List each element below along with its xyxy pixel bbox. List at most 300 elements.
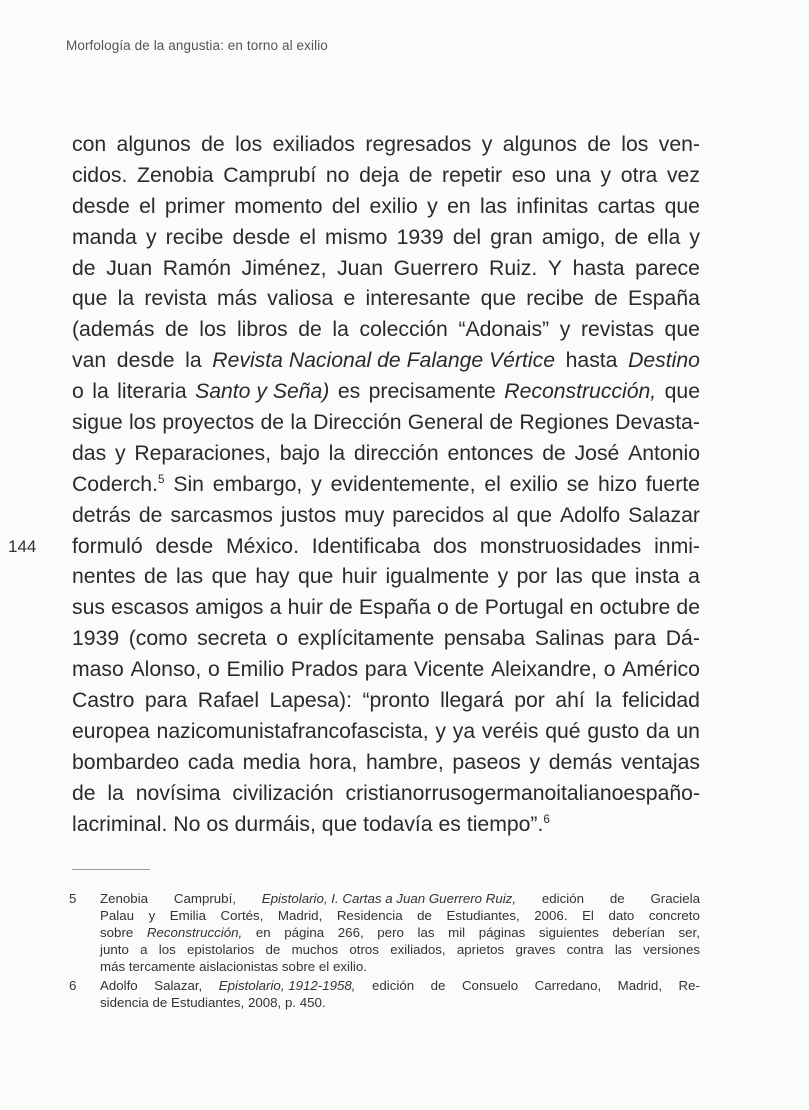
text-line	[72, 408, 700, 439]
word: del	[331, 194, 361, 218]
word: tercamente	[128, 959, 196, 974]
word: que	[72, 287, 108, 311]
word: y	[114, 441, 126, 465]
word: la	[332, 318, 349, 342]
word: nazicomunistafrancofascista,	[156, 719, 429, 743]
word: de	[430, 978, 446, 993]
word: cristianorrusogermanoitalianoespaño-	[345, 781, 700, 805]
word: mil	[448, 925, 466, 940]
word: General	[407, 411, 484, 435]
word: la	[328, 441, 346, 465]
word: algunos	[502, 133, 577, 156]
word: van	[72, 349, 107, 373]
word: 1939	[396, 225, 444, 249]
word: más	[217, 287, 258, 311]
word: con	[72, 133, 107, 156]
word: ya	[452, 719, 476, 743]
word: Portugal	[484, 596, 564, 620]
word: de	[260, 411, 285, 435]
word: Estudiantes,	[446, 908, 520, 923]
word: primer	[164, 194, 225, 218]
word: 450.	[299, 995, 326, 1010]
word: los	[235, 133, 263, 156]
text-line	[72, 655, 700, 686]
word: Juan	[337, 256, 384, 280]
word: de	[72, 781, 96, 805]
word: de	[454, 596, 479, 620]
text-line	[72, 501, 700, 532]
text-line	[72, 717, 700, 748]
word: cada	[187, 750, 234, 774]
word: Camprubí	[223, 163, 317, 187]
word: Emilia	[169, 908, 206, 923]
word: dos	[432, 534, 468, 558]
footnote	[69, 890, 700, 975]
word: Rafael	[197, 689, 260, 713]
word: evidentemente,	[330, 472, 476, 496]
word: la	[107, 781, 124, 805]
word: parece	[635, 256, 700, 280]
word: de	[201, 133, 225, 156]
word: una	[555, 163, 591, 187]
word: media	[242, 750, 301, 774]
word: Estudiantes,	[171, 995, 245, 1010]
text-line	[72, 779, 700, 810]
text-line	[72, 161, 700, 192]
footnote-ref[interactable]: 5	[157, 472, 165, 486]
word: las	[479, 194, 508, 218]
word: exiliados,	[390, 942, 446, 957]
word: de	[265, 942, 281, 957]
word: recibe	[165, 225, 224, 249]
word: para	[613, 627, 657, 651]
word: o	[603, 658, 616, 682]
word: otra	[620, 163, 658, 187]
word: Jiménez,	[241, 256, 327, 280]
word: El	[582, 908, 594, 923]
word: las	[417, 925, 435, 940]
word: recibe	[526, 287, 584, 311]
word: monstruosidades	[479, 534, 642, 558]
word: Zenobia	[100, 891, 149, 906]
word: o	[72, 380, 84, 404]
word: el	[318, 959, 330, 974]
word: Prados	[290, 658, 359, 682]
word: la	[92, 380, 109, 404]
word: hora,	[308, 750, 358, 774]
word: (como	[128, 627, 188, 651]
word: de	[152, 995, 168, 1010]
word: edición	[372, 978, 415, 993]
word: del	[452, 225, 482, 249]
word: Epistolario, 1912-1958,	[218, 978, 356, 993]
word: aprietos	[456, 942, 505, 957]
word: (además	[72, 318, 155, 342]
footnote-rule	[72, 869, 150, 870]
text-line	[72, 562, 700, 593]
word: 266,	[337, 925, 364, 940]
footnote	[69, 977, 700, 1011]
text-line	[72, 130, 700, 161]
word: exilio	[509, 472, 558, 496]
word: da	[646, 719, 670, 743]
footnote-number: 5	[69, 891, 77, 906]
word: siguientes	[538, 925, 599, 940]
word: “Adonais”	[458, 318, 550, 342]
word: Adolfo	[560, 503, 621, 527]
word: y	[427, 194, 438, 218]
word: das	[72, 441, 107, 465]
word: José	[574, 441, 620, 465]
word: por	[514, 689, 545, 713]
word: los	[128, 411, 157, 435]
word: proyectos	[162, 411, 255, 435]
word: de	[614, 225, 639, 249]
word: infinitas	[516, 194, 589, 218]
word: todavía	[363, 812, 433, 836]
word: Epistolario, I. Cartas a Juan Guerrero Ruiz,	[261, 891, 517, 906]
word: concreto	[648, 908, 700, 923]
word: Reconstrucción,	[504, 380, 657, 404]
word: desde	[116, 349, 175, 373]
word: Aleixandre,	[490, 658, 597, 682]
word: mismo	[325, 225, 388, 249]
word: Regiones	[519, 411, 609, 435]
word: la	[595, 689, 612, 713]
word: las	[555, 565, 583, 589]
footnote-line	[100, 977, 700, 994]
word: que	[297, 565, 334, 589]
word: y	[689, 225, 700, 249]
word: México.	[225, 534, 299, 558]
word: Cortés,	[220, 908, 264, 923]
word: que	[664, 380, 700, 404]
word: veréis	[481, 719, 539, 743]
word: y	[497, 565, 509, 589]
word: Vicente	[413, 658, 485, 682]
text-line	[72, 686, 700, 717]
word: desde	[155, 534, 214, 558]
word: Y	[547, 256, 563, 280]
word: la	[290, 411, 307, 435]
word: llegará	[440, 689, 504, 713]
word: España	[358, 596, 431, 620]
word: Identificaba	[311, 534, 421, 558]
word: novísima	[135, 781, 221, 805]
footnote-line	[100, 924, 700, 941]
word: amigo,	[541, 225, 606, 249]
word: o	[207, 658, 220, 682]
word: Carredano,	[534, 978, 602, 993]
word: que	[591, 565, 627, 589]
text-line	[72, 377, 700, 408]
word: de	[489, 411, 514, 435]
footnote-number: 6	[69, 978, 77, 993]
word: sidencia	[100, 995, 149, 1010]
word: dirección	[353, 441, 439, 465]
word: deja	[359, 163, 400, 187]
footnote-line	[100, 958, 700, 975]
text-line	[72, 284, 700, 315]
text-line	[72, 470, 700, 501]
word: momento	[234, 194, 323, 218]
word: epistolarios	[187, 942, 255, 957]
word: las	[614, 942, 632, 957]
word: Emilio	[226, 658, 285, 682]
word: os	[206, 812, 229, 836]
word: Santo y Seña)	[195, 380, 330, 404]
word: e	[343, 287, 356, 311]
word: pensaba	[443, 627, 526, 651]
word: explícitamente	[297, 627, 435, 651]
word: pero	[377, 925, 404, 940]
word: deberían	[612, 925, 665, 940]
word: tiempo”.$^6$	[466, 812, 550, 836]
word: justos	[280, 503, 337, 527]
word: literaria	[117, 380, 187, 404]
word: ella	[647, 225, 681, 249]
word: Zenobia	[137, 163, 214, 187]
word: y	[481, 133, 493, 156]
word: insta	[634, 565, 680, 589]
word: huir	[287, 596, 323, 620]
word: Antonio	[628, 441, 700, 465]
word: y	[559, 318, 571, 342]
word: sarcasmos	[170, 503, 273, 527]
word: durmáis,	[234, 812, 316, 836]
word: de	[594, 287, 618, 311]
text-line	[72, 254, 700, 285]
word: sus	[72, 596, 105, 620]
word: contra	[566, 942, 604, 957]
word: a	[688, 565, 700, 589]
word: demás	[548, 750, 613, 774]
word: “pronto	[362, 689, 430, 713]
word: europea	[72, 719, 150, 743]
word: paseos	[452, 750, 521, 774]
word: de	[542, 441, 566, 465]
word: por	[516, 565, 548, 589]
word: entonces	[447, 441, 534, 465]
text-line	[72, 439, 700, 470]
word: sigue	[72, 411, 123, 435]
word: de	[676, 596, 700, 620]
word: secreta	[197, 627, 267, 651]
word: en	[569, 596, 594, 620]
word: Reparaciones,	[134, 441, 271, 465]
word: Juan	[106, 256, 153, 280]
word: desde	[232, 225, 291, 249]
word: Salinas	[534, 627, 605, 651]
word: cidos.	[72, 163, 128, 187]
footnote-ref[interactable]: 6	[543, 812, 550, 826]
word: parecidos	[392, 503, 485, 527]
word: 2006.	[534, 908, 568, 923]
word: y	[311, 472, 322, 496]
footnotes	[69, 890, 700, 1013]
word: ser,	[678, 925, 700, 940]
word: revista	[144, 287, 207, 311]
page-number: 144	[8, 537, 37, 556]
footnote-line	[100, 907, 700, 924]
word: de	[587, 133, 611, 156]
word: exilio.	[332, 959, 367, 974]
word: Camprubí,	[173, 891, 236, 906]
word: Salazar	[628, 503, 700, 527]
word: revistas	[580, 318, 654, 342]
word: los	[158, 942, 176, 957]
word: dato	[608, 908, 635, 923]
word: versiones	[643, 942, 700, 957]
word: libros	[236, 318, 288, 342]
text-line	[72, 593, 700, 624]
word: muchos	[291, 942, 339, 957]
word: Reconstrucción,	[146, 925, 243, 940]
word: o	[436, 596, 449, 620]
word: hizo	[598, 472, 637, 496]
word: y	[145, 225, 157, 249]
word: formuló	[72, 534, 143, 558]
word: de	[298, 318, 322, 342]
word: Alonso,	[130, 658, 202, 682]
text-line	[72, 315, 700, 346]
word: sobre	[281, 959, 316, 974]
word: página	[284, 925, 325, 940]
word: Residencia	[336, 908, 403, 923]
word: 1939	[72, 627, 120, 651]
word: Devasta-	[615, 411, 700, 435]
word: No	[173, 812, 201, 836]
word: gusto	[587, 719, 640, 743]
word: para	[144, 689, 188, 713]
word: que	[664, 318, 700, 342]
word: de	[609, 891, 625, 906]
word: maso	[72, 658, 124, 682]
word: Revista Nacional de Falange Vértice	[212, 349, 555, 373]
word: las	[176, 565, 204, 589]
word: que	[321, 812, 358, 836]
footnote-line	[100, 941, 700, 958]
word: exiliados	[272, 133, 356, 156]
word: eso	[511, 163, 546, 187]
word: la	[185, 349, 202, 373]
word: Sin	[173, 472, 204, 496]
text-line	[72, 748, 700, 779]
word: y	[529, 750, 541, 774]
word: Re-	[678, 978, 700, 993]
word: Madrid,	[277, 908, 323, 923]
word: edición	[541, 891, 584, 906]
word: que	[480, 287, 516, 311]
footnote-line	[100, 994, 700, 1011]
word: más	[100, 959, 126, 974]
word: desde	[72, 194, 130, 218]
word: la	[117, 287, 135, 311]
word: hay	[255, 565, 290, 589]
word: muy	[344, 503, 385, 527]
word: Lapesa):	[269, 689, 352, 713]
word: Ruiz.	[489, 256, 538, 280]
word: y	[148, 908, 156, 923]
word: colección	[359, 318, 448, 342]
word: o	[276, 627, 289, 651]
word: aislacionistas	[199, 959, 279, 974]
word: el	[299, 225, 316, 249]
word: 2008,	[247, 995, 282, 1010]
text-line	[72, 223, 700, 254]
word: de	[72, 256, 96, 280]
word: de	[329, 596, 353, 620]
word: repetir	[442, 163, 503, 187]
word: sobre	[100, 925, 134, 940]
word: otros	[349, 942, 379, 957]
word: a	[140, 942, 148, 957]
body-text	[72, 130, 700, 840]
word: Madrid,	[617, 978, 663, 993]
word: civilización	[232, 781, 334, 805]
word: huir	[341, 565, 378, 589]
word: es	[438, 812, 461, 836]
word: al	[492, 503, 509, 527]
word: precisamente	[368, 380, 496, 404]
word: Coderch.$^5$	[72, 472, 165, 496]
word: valiosa	[267, 287, 334, 311]
word: hasta	[572, 256, 625, 280]
word: Américo	[622, 658, 700, 682]
word: Guerrero	[393, 256, 479, 280]
word: a	[269, 596, 282, 620]
word: de	[144, 565, 168, 589]
word: detrás	[72, 503, 131, 527]
word: graves	[515, 942, 556, 957]
word: ventajas	[621, 750, 700, 774]
word: escasos	[111, 596, 189, 620]
word: que	[211, 565, 247, 589]
word: Ramón	[162, 256, 232, 280]
word: bombardeo	[72, 750, 180, 774]
word: igualmente	[385, 565, 490, 589]
word: junto	[100, 942, 129, 957]
word: bajo	[279, 441, 320, 465]
word: fuerte	[645, 472, 700, 496]
word: el	[139, 194, 156, 218]
word: lacriminal.	[72, 812, 168, 836]
word: nentes	[72, 565, 136, 589]
word: y	[600, 163, 612, 187]
word: los	[199, 318, 227, 342]
word: de	[138, 503, 163, 527]
word: en	[255, 925, 271, 940]
word: ven-	[658, 133, 700, 156]
word: de	[417, 908, 432, 923]
word: en	[447, 194, 471, 218]
word: es	[337, 380, 361, 404]
word: exilio	[369, 194, 418, 218]
word: y	[435, 719, 446, 743]
word: Dirección	[313, 411, 402, 435]
word: se	[566, 472, 590, 496]
running-head: Morfología de la angustia: en torno al exilio	[66, 38, 328, 53]
word: el	[484, 472, 501, 496]
word: cartas	[597, 194, 656, 218]
word: Destino	[628, 349, 700, 373]
word: inmi-	[654, 534, 700, 558]
word: qué	[545, 719, 581, 743]
word: Palau	[100, 908, 135, 923]
text-line	[72, 532, 700, 563]
word: para	[364, 658, 408, 682]
word: Graciela	[650, 891, 700, 906]
